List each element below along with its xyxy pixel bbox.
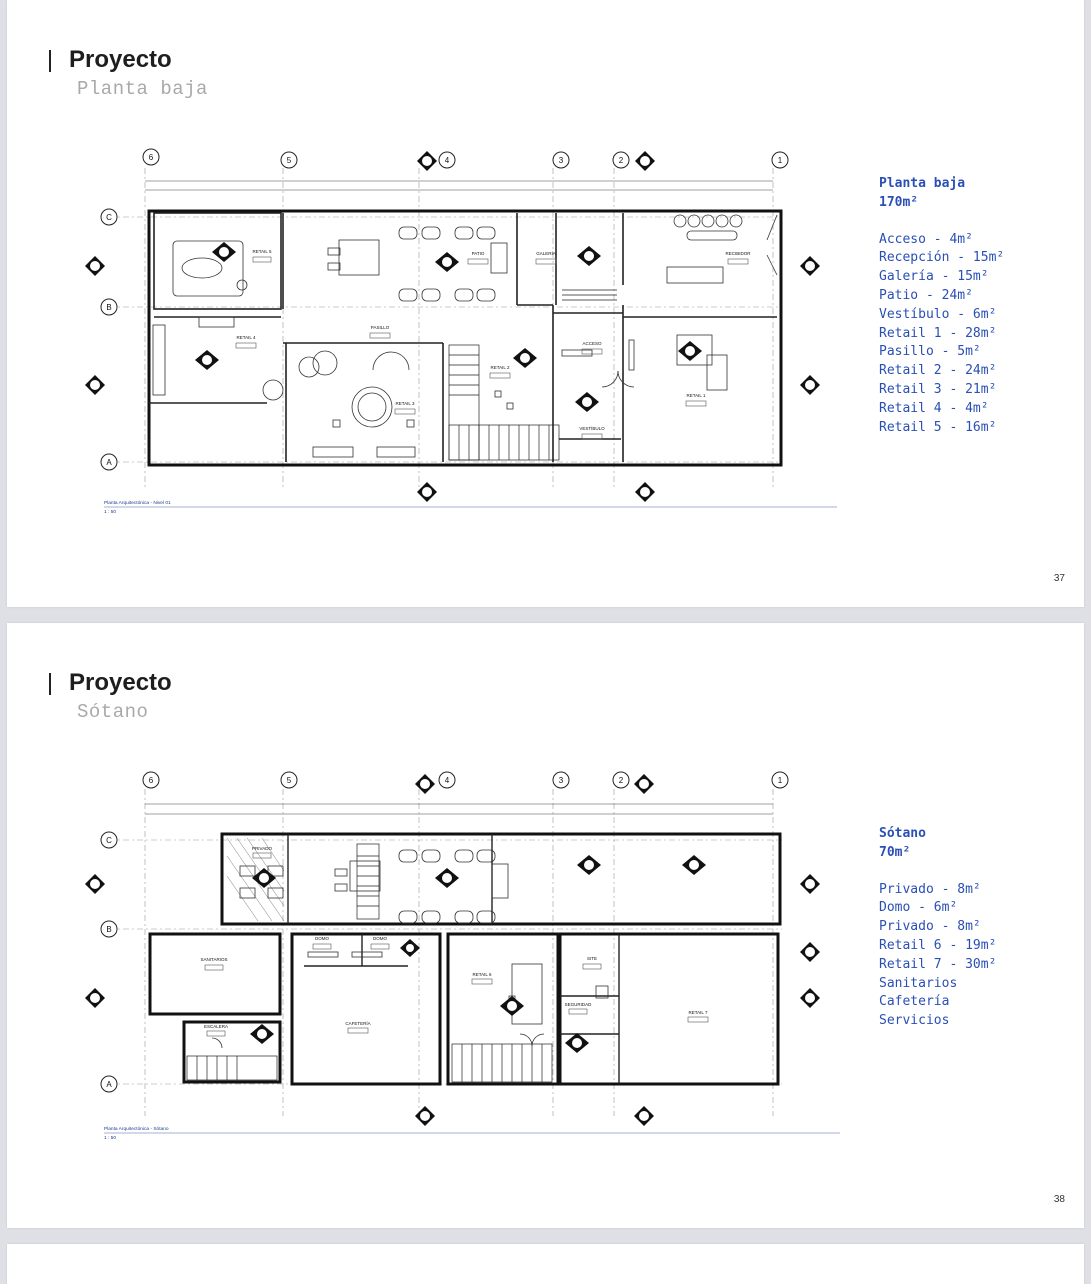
- room-label: RETAIL 7: [688, 1010, 708, 1015]
- legend-heading: Sótano: [879, 826, 926, 841]
- legend-item: Retail 1 - 28m²: [879, 325, 997, 341]
- page-title: Proyecto: [69, 669, 172, 696]
- plan-scale: 1 : 50: [104, 510, 117, 515]
- room-label: DOMO: [373, 936, 387, 941]
- plan-caption: Planta Arquitectónica - Sótano: [104, 1127, 169, 1132]
- grid-axis-label: 3: [558, 776, 564, 785]
- legend-item: Retail 3 - 21m²: [879, 381, 997, 397]
- legend-item: Vestíbulo - 6m²: [879, 306, 997, 322]
- grid-row-label: C: [106, 836, 112, 845]
- page-subtitle: Sótano: [77, 701, 149, 723]
- room-label: PRIVADO: [252, 846, 272, 851]
- grid-axis-label: 6: [148, 776, 154, 785]
- plan-caption: Planta Arquitectónica - Nivel 01: [104, 501, 171, 506]
- legend-total: 170m²: [879, 194, 919, 210]
- grid-row-label: B: [106, 925, 112, 934]
- room-label: DOMO: [315, 936, 329, 941]
- grid-axis-label: 4: [444, 776, 450, 785]
- legend-item: Servicios: [879, 1013, 950, 1029]
- room-label: RETAIL 1: [686, 393, 706, 398]
- room-label: SANITARIOS: [200, 957, 228, 962]
- room-label: RETAIL 6: [472, 972, 492, 977]
- area-legend: [879, 825, 996, 1031]
- page-38: [7, 623, 1084, 1228]
- legend-item: Recepción - 15m²: [879, 250, 1005, 266]
- area-legend: [879, 175, 1004, 437]
- legend-heading: Planta baja: [879, 176, 966, 191]
- grid-axis-label: 2: [618, 156, 624, 165]
- title-accent-bar: [49, 673, 51, 695]
- room-label: PATIO: [471, 251, 485, 256]
- legend-item: Cafetería: [879, 994, 950, 1010]
- grid-axis-label: 1: [777, 156, 783, 165]
- page-number: 38: [1053, 1194, 1065, 1205]
- next-page-edge: [7, 1244, 1084, 1284]
- legend-item: Privado - 8m²: [879, 919, 981, 935]
- grid-axis-label: 5: [286, 156, 292, 165]
- legend-item: Retail 4 - 4m²: [879, 400, 989, 416]
- room-label: PASILLO: [370, 325, 390, 330]
- legend-item: Patio - 24m²: [879, 287, 973, 303]
- legend-item: Retail 2 - 24m²: [879, 363, 997, 379]
- page-37: [7, 0, 1084, 607]
- legend-item: Galería - 15m²: [879, 269, 989, 285]
- floor-plan-basement: [72, 766, 842, 1146]
- room-label: RETAIL 4: [236, 335, 256, 340]
- legend-item: Privado - 8m²: [879, 881, 981, 897]
- room-label: CAFETERÍA: [345, 1021, 371, 1026]
- room-label: ESCALERA: [203, 1024, 229, 1029]
- room-label: GALERÍA: [536, 251, 556, 256]
- room-label: ACCESO: [582, 341, 602, 346]
- grid-axis-label: 1: [777, 776, 783, 785]
- room-label: RETAIL 5: [252, 249, 272, 254]
- room-label: SEGURIDAD: [564, 1002, 592, 1007]
- legend-item: Retail 5 - 16m²: [879, 419, 997, 435]
- room-label: SITE: [586, 956, 598, 961]
- legend-item: Sanitarios: [879, 975, 958, 991]
- legend-item: Domo - 6m²: [879, 900, 958, 916]
- grid-axis-label: 4: [444, 156, 450, 165]
- room-label: RETAIL 3: [395, 401, 415, 406]
- plan-scale: 1 : 50: [104, 1136, 117, 1141]
- page-number: 37: [1053, 573, 1065, 584]
- floor-plan-ground: [77, 145, 847, 520]
- legend-item: Retail 7 - 30m²: [879, 956, 997, 972]
- grid-row-label: A: [106, 1080, 112, 1089]
- legend-item: Acceso - 4m²: [879, 231, 973, 247]
- page-subtitle: Planta baja: [77, 78, 208, 100]
- room-label: VESTÍBULO: [579, 426, 605, 431]
- legend-item: Retail 6 - 19m²: [879, 937, 997, 953]
- grid-axis-label: 2: [618, 776, 624, 785]
- title-accent-bar: [49, 50, 51, 72]
- grid-axis-label: 5: [286, 776, 292, 785]
- grid-row-label: B: [106, 303, 112, 312]
- grid-row-label: A: [106, 458, 112, 467]
- grid-axis-label: 3: [558, 156, 564, 165]
- grid-row-label: C: [106, 213, 112, 222]
- legend-item: Pasillo - 5m²: [879, 344, 981, 360]
- room-label: RETAIL 2: [490, 365, 510, 370]
- page-title: Proyecto: [69, 46, 172, 73]
- room-label: RECIBIDOR: [725, 251, 751, 256]
- grid-axis-label: 6: [148, 153, 154, 162]
- legend-total: 70m²: [879, 844, 911, 860]
